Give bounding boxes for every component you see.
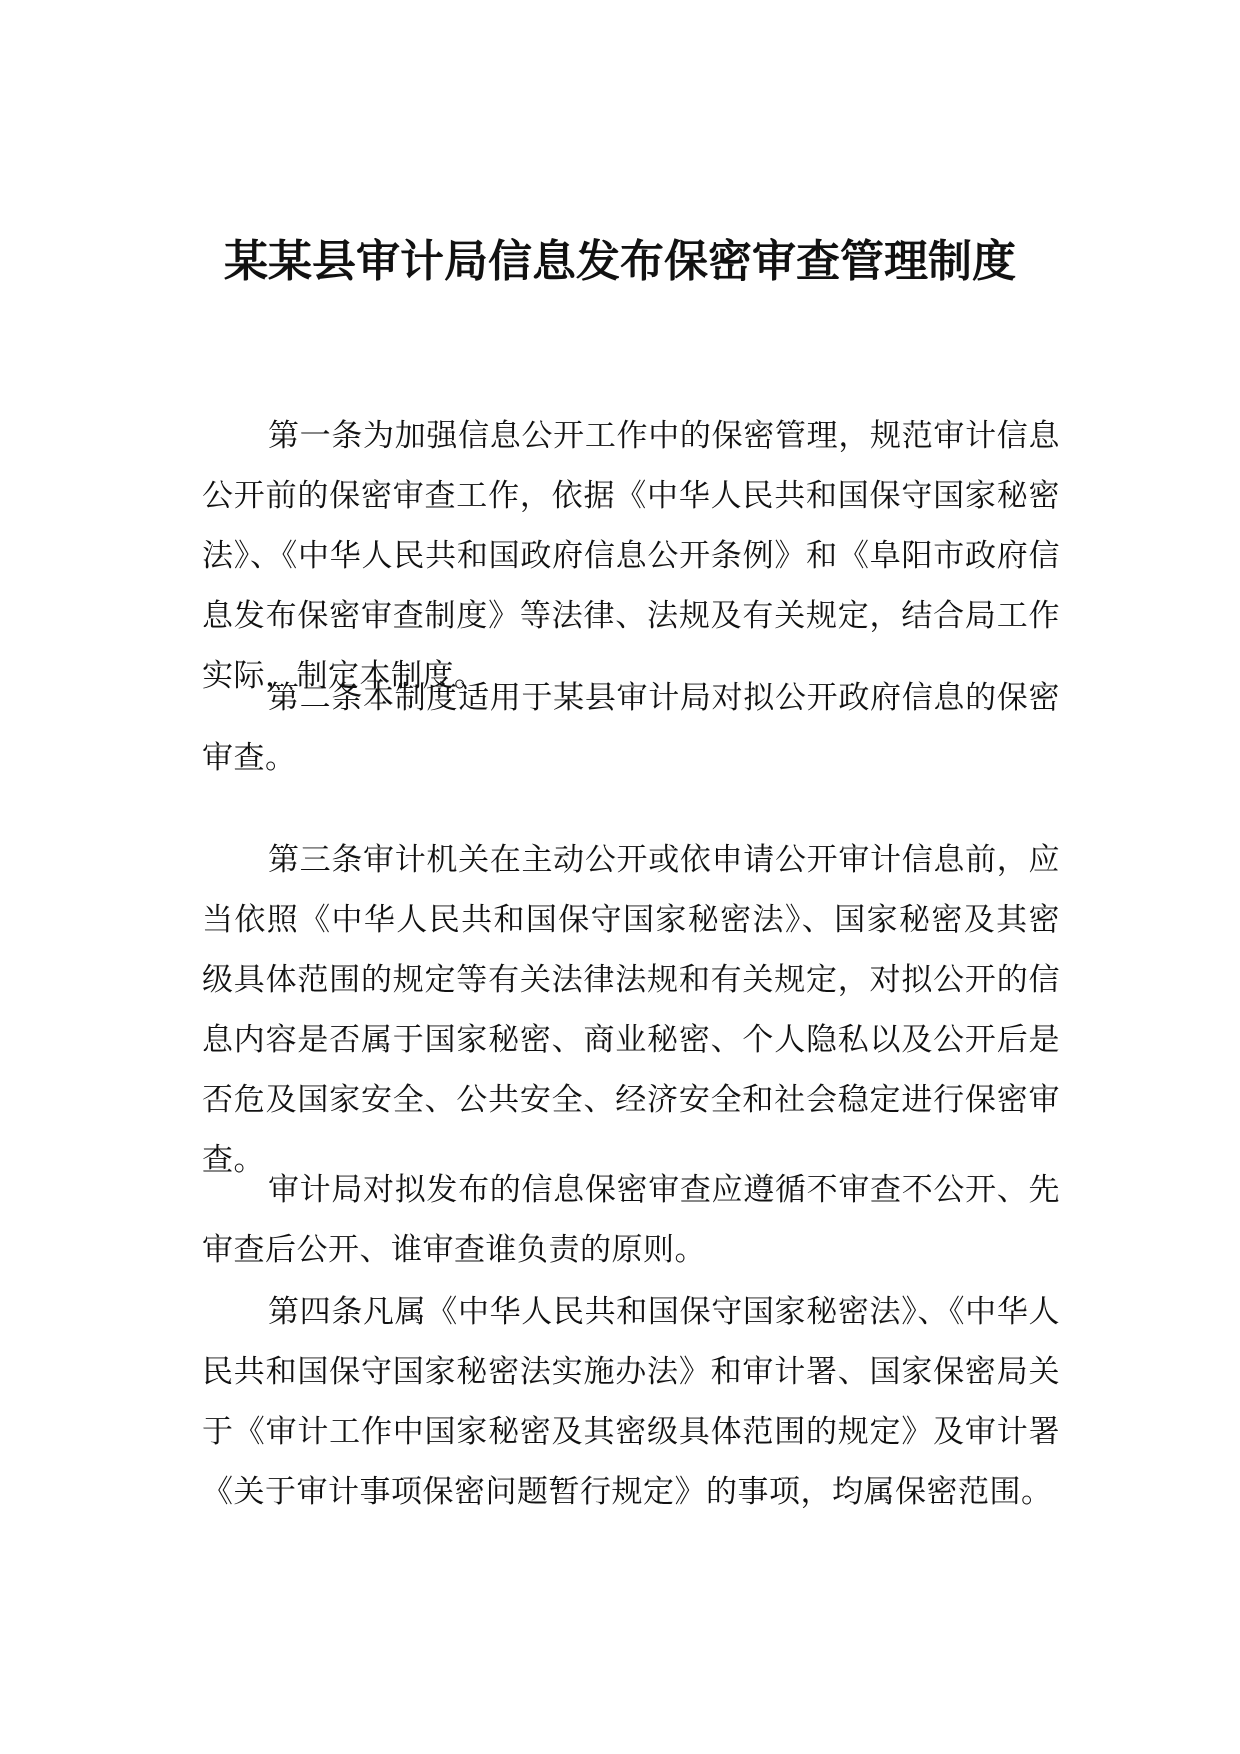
article-3-principle-paragraph: 审计局对拟发布的信息保密审查应遵循不审查不公开、先审查后公开、谁审查谁负责的原则。 [202,1172,1060,1268]
article-2-paragraph: 第二条本制度适用于某县审计局对拟公开政府信息的保密审查。 [202,680,1060,776]
article-3-paragraph: 第三条审计机关在主动公开或依申请公开审计信息前，应当依照《中华人民共和国保守国家秘密法》、国家秘密及其密级具体范围的规定等有关法律法规和有关规定，对拟公开的信息内容是否属于国家秘密、商业秘密、个人隐私以及公开后是否危及国家安全、公共安全、经济安全和社会稳定进行保密审查。 [202,842,1060,1178]
document-title: 某某县审计局信息发布保密审查管理制度 [224,236,1016,287]
article-4-paragraph: 第四条凡属《中华人民共和国保守国家秘密法》、《中华人民共和国保守国家秘密法实施办法》和审计署、国家保密局关于《审计工作中国家秘密及其密级具体范围的规定》及审计署《关于审计事项保密问题暂行规定》的事项，均属保密范围。 [202,1294,1060,1510]
article-1-paragraph: 第一条为加强信息公开工作中的保密管理，规范审计信息公开前的保密审查工作，依据《中华人民共和国保守国家秘密法》、《中华人民共和国政府信息公开条例》和《阜阳市政府信息发布保密审查制度》等法律、法规及有关规定，结合局工作实际，制定本制度。 [202,418,1060,694]
